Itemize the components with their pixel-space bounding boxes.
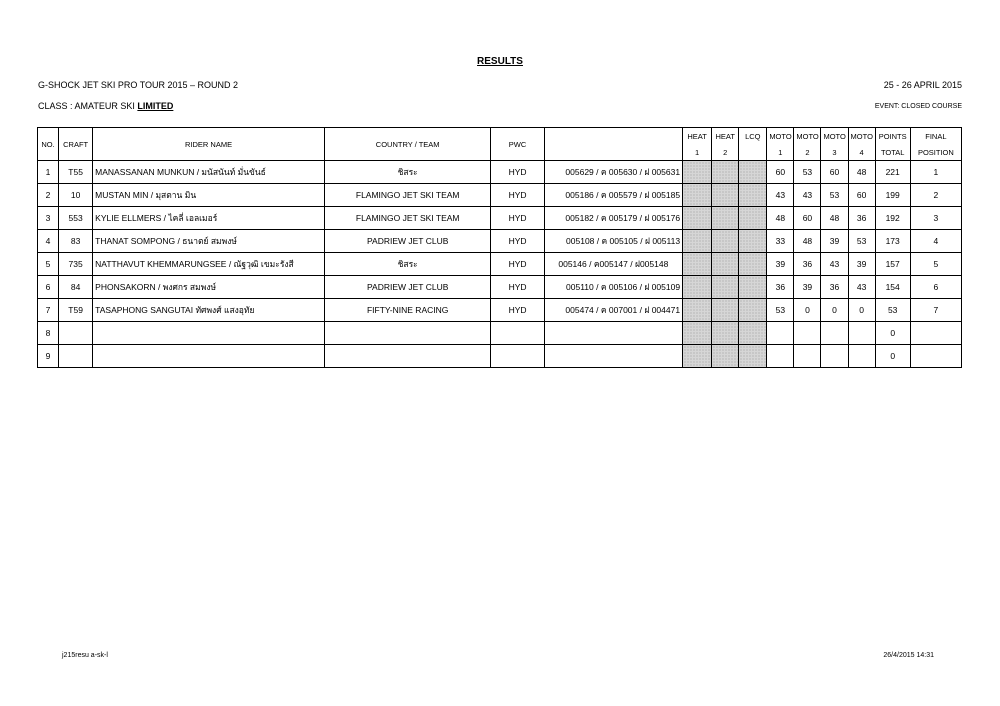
cell-id-numbers: 005186 / ค 005579 / ฝ 005185 bbox=[544, 184, 682, 207]
table-row bbox=[38, 161, 962, 184]
cell-moto-2 bbox=[794, 345, 821, 368]
footer-timestamp: 26/4/2015 14:31 bbox=[883, 652, 934, 659]
header-moto-4: MOTO bbox=[848, 128, 875, 145]
cell-position: 2 bbox=[910, 184, 961, 207]
cell-team: PADRIEW JET CLUB bbox=[324, 276, 491, 299]
class-label: CLASS : AMATEUR SKI bbox=[38, 101, 138, 111]
cell-rider: PHONSAKORN / พงศกร สมพงษ์ bbox=[93, 276, 325, 299]
cell-position: 1 bbox=[910, 161, 961, 184]
cell-position: 7 bbox=[910, 299, 961, 322]
cell-heat-1 bbox=[683, 184, 712, 207]
header-moto-2-num: 2 bbox=[794, 144, 821, 161]
cell-moto-1: 53 bbox=[767, 299, 794, 322]
cell-team: ชิสระ bbox=[324, 161, 491, 184]
cell-id-numbers: 005110 / ค 005106 / ฝ 005109 bbox=[544, 276, 682, 299]
header-points: POINTS bbox=[875, 128, 910, 145]
cell-lcq bbox=[739, 253, 767, 276]
cell-craft: 553 bbox=[59, 207, 93, 230]
cell-craft bbox=[59, 322, 93, 345]
cell-pwc: HYD bbox=[491, 230, 544, 253]
cell-moto-4 bbox=[848, 322, 875, 345]
cell-rider bbox=[93, 322, 325, 345]
cell-team: FLAMINGO JET SKI TEAM bbox=[324, 184, 491, 207]
header-country: COUNTRY / TEAM bbox=[324, 128, 491, 161]
cell-heat-2 bbox=[712, 345, 739, 368]
cell-heat-2 bbox=[712, 253, 739, 276]
cell-team bbox=[324, 322, 491, 345]
table-row bbox=[38, 322, 962, 345]
cell-heat-1 bbox=[683, 322, 712, 345]
cell-no: 1 bbox=[38, 161, 59, 184]
cell-no: 2 bbox=[38, 184, 59, 207]
cell-moto-4: 36 bbox=[848, 207, 875, 230]
cell-moto-1 bbox=[767, 322, 794, 345]
cell-no: 4 bbox=[38, 230, 59, 253]
cell-heat-2 bbox=[712, 276, 739, 299]
cell-heat-1 bbox=[683, 299, 712, 322]
results-table bbox=[37, 127, 962, 368]
header-moto-3: MOTO bbox=[821, 128, 848, 145]
table-row bbox=[38, 345, 962, 368]
cell-rider: THANAT SOMPONG / ธนาตย์ สมพงษ์ bbox=[93, 230, 325, 253]
header-moto-1: MOTO bbox=[767, 128, 794, 145]
cell-total: 199 bbox=[875, 184, 910, 207]
header-moto-2: MOTO bbox=[794, 128, 821, 145]
cell-lcq bbox=[739, 184, 767, 207]
cell-rider: KYLIE ELLMERS / ไคลี่ เอลเมอร์ bbox=[93, 207, 325, 230]
cell-moto-1: 43 bbox=[767, 184, 794, 207]
cell-craft: T59 bbox=[59, 299, 93, 322]
cell-heat-2 bbox=[712, 161, 739, 184]
cell-no: 7 bbox=[38, 299, 59, 322]
header-moto-1-num: 1 bbox=[767, 144, 794, 161]
cell-position: 4 bbox=[910, 230, 961, 253]
cell-heat-2 bbox=[712, 299, 739, 322]
cell-moto-2: 36 bbox=[794, 253, 821, 276]
event-type: EVENT: CLOSED COURSE bbox=[874, 103, 962, 110]
cell-heat-1 bbox=[683, 345, 712, 368]
cell-team: ชิสระ bbox=[324, 253, 491, 276]
cell-moto-4: 39 bbox=[848, 253, 875, 276]
cell-team bbox=[324, 345, 491, 368]
cell-moto-4: 43 bbox=[848, 276, 875, 299]
cell-craft bbox=[59, 345, 93, 368]
cell-total: 221 bbox=[875, 161, 910, 184]
cell-rider: TASAPHONG SANGUTAI ทัศพงศ์ แสงอุทัย bbox=[93, 299, 325, 322]
table-row bbox=[38, 276, 962, 299]
cell-no: 8 bbox=[38, 322, 59, 345]
cell-heat-1 bbox=[683, 230, 712, 253]
header-lcq: LCQ bbox=[739, 128, 767, 145]
cell-id-numbers: 005146 / ค005147 / ฝ005148 bbox=[544, 253, 682, 276]
cell-no: 3 bbox=[38, 207, 59, 230]
cell-position bbox=[910, 322, 961, 345]
header-moto-3-num: 3 bbox=[821, 144, 848, 161]
cell-heat-1 bbox=[683, 253, 712, 276]
cell-pwc: HYD bbox=[491, 299, 544, 322]
cell-moto-4: 0 bbox=[848, 299, 875, 322]
cell-moto-1: 48 bbox=[767, 207, 794, 230]
cell-moto-1 bbox=[767, 345, 794, 368]
cell-id-numbers: 005474 / ค 007001 / ฝ 004471 bbox=[544, 299, 682, 322]
cell-lcq bbox=[739, 345, 767, 368]
cell-moto-3: 0 bbox=[821, 299, 848, 322]
header-heat-2: HEAT bbox=[712, 128, 739, 145]
cell-moto-4 bbox=[848, 345, 875, 368]
cell-pwc: HYD bbox=[491, 276, 544, 299]
cell-rider bbox=[93, 345, 325, 368]
class-limited: LIMITED bbox=[137, 101, 174, 111]
cell-lcq bbox=[739, 207, 767, 230]
cell-position: 6 bbox=[910, 276, 961, 299]
cell-moto-2: 43 bbox=[794, 184, 821, 207]
cell-moto-2: 48 bbox=[794, 230, 821, 253]
header-id bbox=[544, 128, 682, 161]
cell-pwc bbox=[491, 322, 544, 345]
header-moto-4-num: 4 bbox=[848, 144, 875, 161]
cell-total: 53 bbox=[875, 299, 910, 322]
header-no: NO. bbox=[38, 128, 59, 161]
cell-lcq bbox=[739, 299, 767, 322]
cell-pwc: HYD bbox=[491, 184, 544, 207]
cell-no: 5 bbox=[38, 253, 59, 276]
cell-moto-1: 60 bbox=[767, 161, 794, 184]
cell-lcq bbox=[739, 322, 767, 345]
header-final: FINAL bbox=[910, 128, 961, 145]
cell-position bbox=[910, 345, 961, 368]
cell-rider: MUSTAN MIN / มุสตาน มิน bbox=[93, 184, 325, 207]
cell-moto-4: 60 bbox=[848, 184, 875, 207]
cell-team: PADRIEW JET CLUB bbox=[324, 230, 491, 253]
header-pwc: PWC bbox=[491, 128, 544, 161]
class-line bbox=[38, 101, 173, 111]
cell-craft: 735 bbox=[59, 253, 93, 276]
cell-no: 9 bbox=[38, 345, 59, 368]
table-row bbox=[38, 184, 962, 207]
cell-id-numbers bbox=[544, 345, 682, 368]
cell-team: FLAMINGO JET SKI TEAM bbox=[324, 207, 491, 230]
cell-craft: 84 bbox=[59, 276, 93, 299]
cell-total: 0 bbox=[875, 345, 910, 368]
cell-lcq bbox=[739, 161, 767, 184]
cell-moto-3: 36 bbox=[821, 276, 848, 299]
cell-lcq bbox=[739, 276, 767, 299]
event-date: 25 - 26 APRIL 2015 bbox=[883, 80, 962, 90]
cell-id-numbers: 005182 / ค 005179 / ฝ 005176 bbox=[544, 207, 682, 230]
cell-moto-3: 43 bbox=[821, 253, 848, 276]
cell-moto-4: 48 bbox=[848, 161, 875, 184]
results-title: RESULTS bbox=[477, 56, 523, 67]
header-craft: CRAFT bbox=[59, 128, 93, 161]
cell-position: 5 bbox=[910, 253, 961, 276]
event-name: G-SHOCK JET SKI PRO TOUR 2015 – ROUND 2 bbox=[38, 80, 239, 90]
cell-moto-3: 53 bbox=[821, 184, 848, 207]
cell-moto-3 bbox=[821, 322, 848, 345]
cell-moto-2: 0 bbox=[794, 299, 821, 322]
header-rider: RIDER NAME bbox=[93, 128, 325, 161]
cell-total: 192 bbox=[875, 207, 910, 230]
cell-position: 3 bbox=[910, 207, 961, 230]
cell-moto-4: 53 bbox=[848, 230, 875, 253]
cell-heat-2 bbox=[712, 207, 739, 230]
header-heat-1: HEAT bbox=[683, 128, 712, 145]
cell-pwc: HYD bbox=[491, 161, 544, 184]
cell-lcq bbox=[739, 230, 767, 253]
header-lcq-sub bbox=[739, 144, 767, 161]
cell-heat-2 bbox=[712, 230, 739, 253]
cell-moto-1: 36 bbox=[767, 276, 794, 299]
cell-moto-2 bbox=[794, 322, 821, 345]
cell-heat-2 bbox=[712, 322, 739, 345]
cell-id-numbers: 005629 / ค 005630 / ฝ 005631 bbox=[544, 161, 682, 184]
cell-moto-2: 53 bbox=[794, 161, 821, 184]
cell-id-numbers bbox=[544, 322, 682, 345]
cell-pwc: HYD bbox=[491, 207, 544, 230]
header-row-1 bbox=[38, 128, 962, 145]
header-position: POSITION bbox=[910, 144, 961, 161]
cell-id-numbers: 005108 / ค 005105 / ฝ 005113 bbox=[544, 230, 682, 253]
cell-moto-3: 60 bbox=[821, 161, 848, 184]
cell-moto-3: 39 bbox=[821, 230, 848, 253]
cell-heat-1 bbox=[683, 161, 712, 184]
cell-craft: 10 bbox=[59, 184, 93, 207]
cell-moto-2: 39 bbox=[794, 276, 821, 299]
cell-moto-2: 60 bbox=[794, 207, 821, 230]
cell-team: FIFTY-NINE RACING bbox=[324, 299, 491, 322]
header-total: TOTAL bbox=[875, 144, 910, 161]
table-row bbox=[38, 230, 962, 253]
cell-total: 0 bbox=[875, 322, 910, 345]
footer-file-code: j215resu a-sk-l bbox=[62, 652, 108, 659]
cell-no: 6 bbox=[38, 276, 59, 299]
cell-moto-1: 33 bbox=[767, 230, 794, 253]
cell-rider: MANASSANAN MUNKUN / มนัสนันท์ มั่นขันธ์ bbox=[93, 161, 325, 184]
table-row bbox=[38, 253, 962, 276]
cell-pwc bbox=[491, 345, 544, 368]
cell-moto-1: 39 bbox=[767, 253, 794, 276]
cell-total: 157 bbox=[875, 253, 910, 276]
cell-heat-1 bbox=[683, 207, 712, 230]
cell-craft: T55 bbox=[59, 161, 93, 184]
cell-total: 173 bbox=[875, 230, 910, 253]
cell-moto-3 bbox=[821, 345, 848, 368]
cell-total: 154 bbox=[875, 276, 910, 299]
cell-heat-1 bbox=[683, 276, 712, 299]
cell-moto-3: 48 bbox=[821, 207, 848, 230]
cell-rider: NATTHAVUT KHEMMARUNGSEE / ณัฐวุฒิ เขมะรังสี bbox=[93, 253, 325, 276]
cell-craft: 83 bbox=[59, 230, 93, 253]
header-heat-1-num: 1 bbox=[683, 144, 712, 161]
cell-pwc: HYD bbox=[491, 253, 544, 276]
table-row bbox=[38, 299, 962, 322]
table-row bbox=[38, 207, 962, 230]
cell-heat-2 bbox=[712, 184, 739, 207]
header-heat-2-num: 2 bbox=[712, 144, 739, 161]
